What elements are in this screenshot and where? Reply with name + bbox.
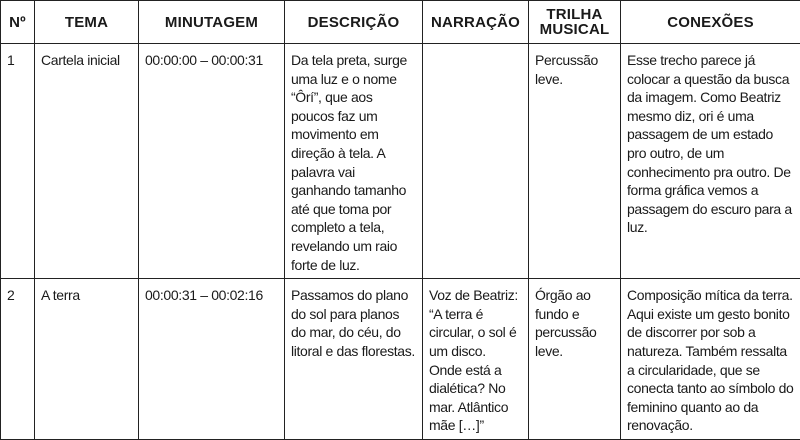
table-row [1,279,800,440]
cell-conexoes: Esse trecho parece já colocar a questão da busca da imagem. Como Beatriz mesmo diz, ori é uma passagem de um estado pro outro, de um conhecimento pra outro. De forma gráfica vemos a passagem do escuro para a luz. [621,44,800,279]
table-row [1,44,800,279]
header-narracao: NARRAÇÃO [423,1,529,44]
cell-descricao: Passamos do plano do sol para planos do mar, do céu, do litoral e das florestas. [285,279,423,440]
header-descricao: DESCRIÇÃO [285,1,423,44]
cell-trilha-musical: Órgão ao fundo e percussão leve. [529,279,621,440]
cell-num: 1 [1,44,35,279]
cell-conexoes: Composição mítica da terra. Aqui existe um gesto bonito de discorrer por sob a natureza. Também ressalta a circularidade, que se conecta tanto ao símbolo do feminino quanto ao da renovação. [621,279,800,440]
cell-narracao [423,44,529,279]
cell-tema: Cartela inicial [35,44,139,279]
cell-minutagem: 00:00:31 – 00:02:16 [139,279,285,440]
header-trilha-musical: TRILHA MUSICAL [529,1,621,44]
header-num: Nº [1,1,35,44]
header-minutagem: MINUTAGEM [139,1,285,44]
cell-num: 2 [1,279,35,440]
cell-descricao: Da tela preta, surge uma luz e o nome “Ôrí”, que aos poucos faz um movimento em direção à tela. A palavra vai ganhando tamanho até que toma por completo a tela, revelando um raio forte de luz. [285,44,423,279]
cell-minutagem: 00:00:00 – 00:00:31 [139,44,285,279]
header-row [1,1,800,44]
cell-trilha-musical: Percussão leve. [529,44,621,279]
cell-narracao: Voz de Beatriz: “A terra é circular, o sol é um disco. Onde está a dialética? No mar. Atlântico mãe […]” [423,279,529,440]
header-tema: TEMA [35,1,139,44]
header-conexoes: CONEXÕES [621,1,800,44]
cell-tema: A terra [35,279,139,440]
